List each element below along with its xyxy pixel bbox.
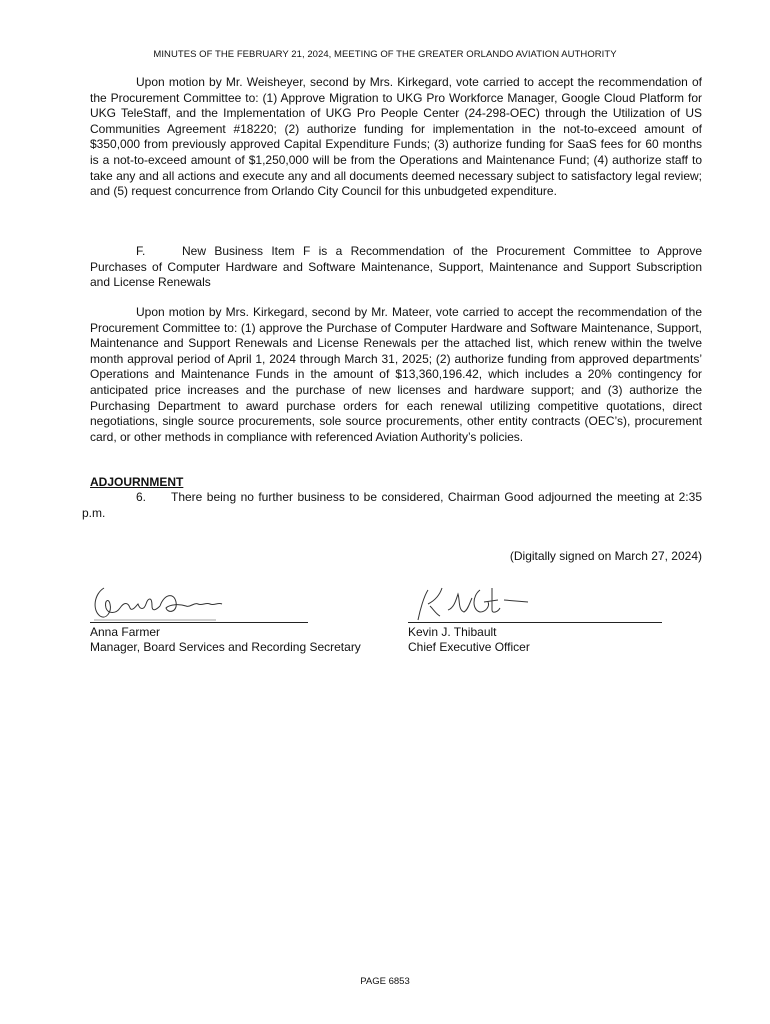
handwritten-signature-thibault — [408, 580, 668, 624]
item-letter: F. — [136, 244, 146, 258]
motion-text-ukg: Upon motion by Mr. Weisheyer, second by Mrs. Kirkegard, vote carried to accept the recommendation of the Procurement Committee to: (1) Approve Migration to UKG Pro Workforce Manager, Google Cloud Platform for UKG TeleStaff, and the Implementation of UKG Pro People Center (24-298-OEC) through the Utilization of US Communities Agreement #18220; (2) authorize funding for implementation in the not-to-exceed amount of $350,000 from previously approved Capital Expenditure Funds; (3) authorize funding for SaaS fees for 60 months is a not-to-exceed amount of $1,250,000 will be from the Operations and Maintenance Fund; (4) authorize staff to take any and all actions and execute any and all documents deemed necessary subject to satisfactory legal review; and (5) request concurrence from Orlando City Council for this unbudgeted expenditure. — [90, 75, 702, 199]
signature-line — [90, 622, 308, 623]
handwritten-signature-farmer — [90, 580, 310, 624]
adjournment-number: 6. — [136, 490, 147, 504]
motion-paragraph-ukg — [90, 75, 702, 200]
signer-title: Manager, Board Services and Recording Secretary — [90, 640, 361, 654]
digital-signature-note: (Digitally signed on March 27, 2024) — [509, 549, 702, 563]
adjournment-heading: ADJOURNMENT — [90, 475, 184, 489]
page-number: PAGE 6853 — [360, 976, 410, 987]
adjournment-paragraph — [82, 490, 702, 521]
signer-title: Chief Executive Officer — [408, 640, 530, 654]
page-header: MINUTES OF THE FEBRUARY 21, 2024, MEETING OF THE GREATER ORLANDO AVIATION AUTHORITY — [153, 49, 617, 60]
signature-line — [408, 622, 662, 623]
motion-paragraph-renewals — [90, 305, 702, 445]
signer-name: Kevin J. Thibault — [408, 625, 497, 639]
item-f-text: New Business Item F is a Recommendation of the Procurement Committee to Approve Purchases of Computer Hardware and Software Maintenance, Support, Maintenance and Support Subscription and License Renewals — [90, 244, 702, 290]
signer-name: Anna Farmer — [90, 625, 161, 639]
motion-text-renewals: Upon motion by Mrs. Kirkegard, second by Mr. Mateer, vote carried to accept the recommendation of the Procurement Committee to: (1) approve the Purchase of Computer Hardware and Software Maintenance, Support, Maintenance and Support Renewals and License Renewals per the attached list, which renew within the twelve month approval period of April 1, 2024 through March 31, 2025; (2) authorize funding from approved departments’ Operations and Maintenance Funds in the amount of $13,360,196.42, which includes a 20% contingency for anticipated price increases and the purchase of new licenses and hardware support; and (3) authorize the Purchasing Department to award purchase orders for each renewal utilizing competitive quotations, direct negotiations, single source procurements, sole source procurements, other entity contracts (OEC’s), procurement card, or other methods in compliance with referenced Aviation Authority’s policies. — [90, 305, 702, 444]
new-business-item-f — [90, 244, 702, 291]
adjournment-text: There being no further business to be considered, Chairman Good adjourned the meeting at 2:35 p.m. — [82, 490, 702, 520]
